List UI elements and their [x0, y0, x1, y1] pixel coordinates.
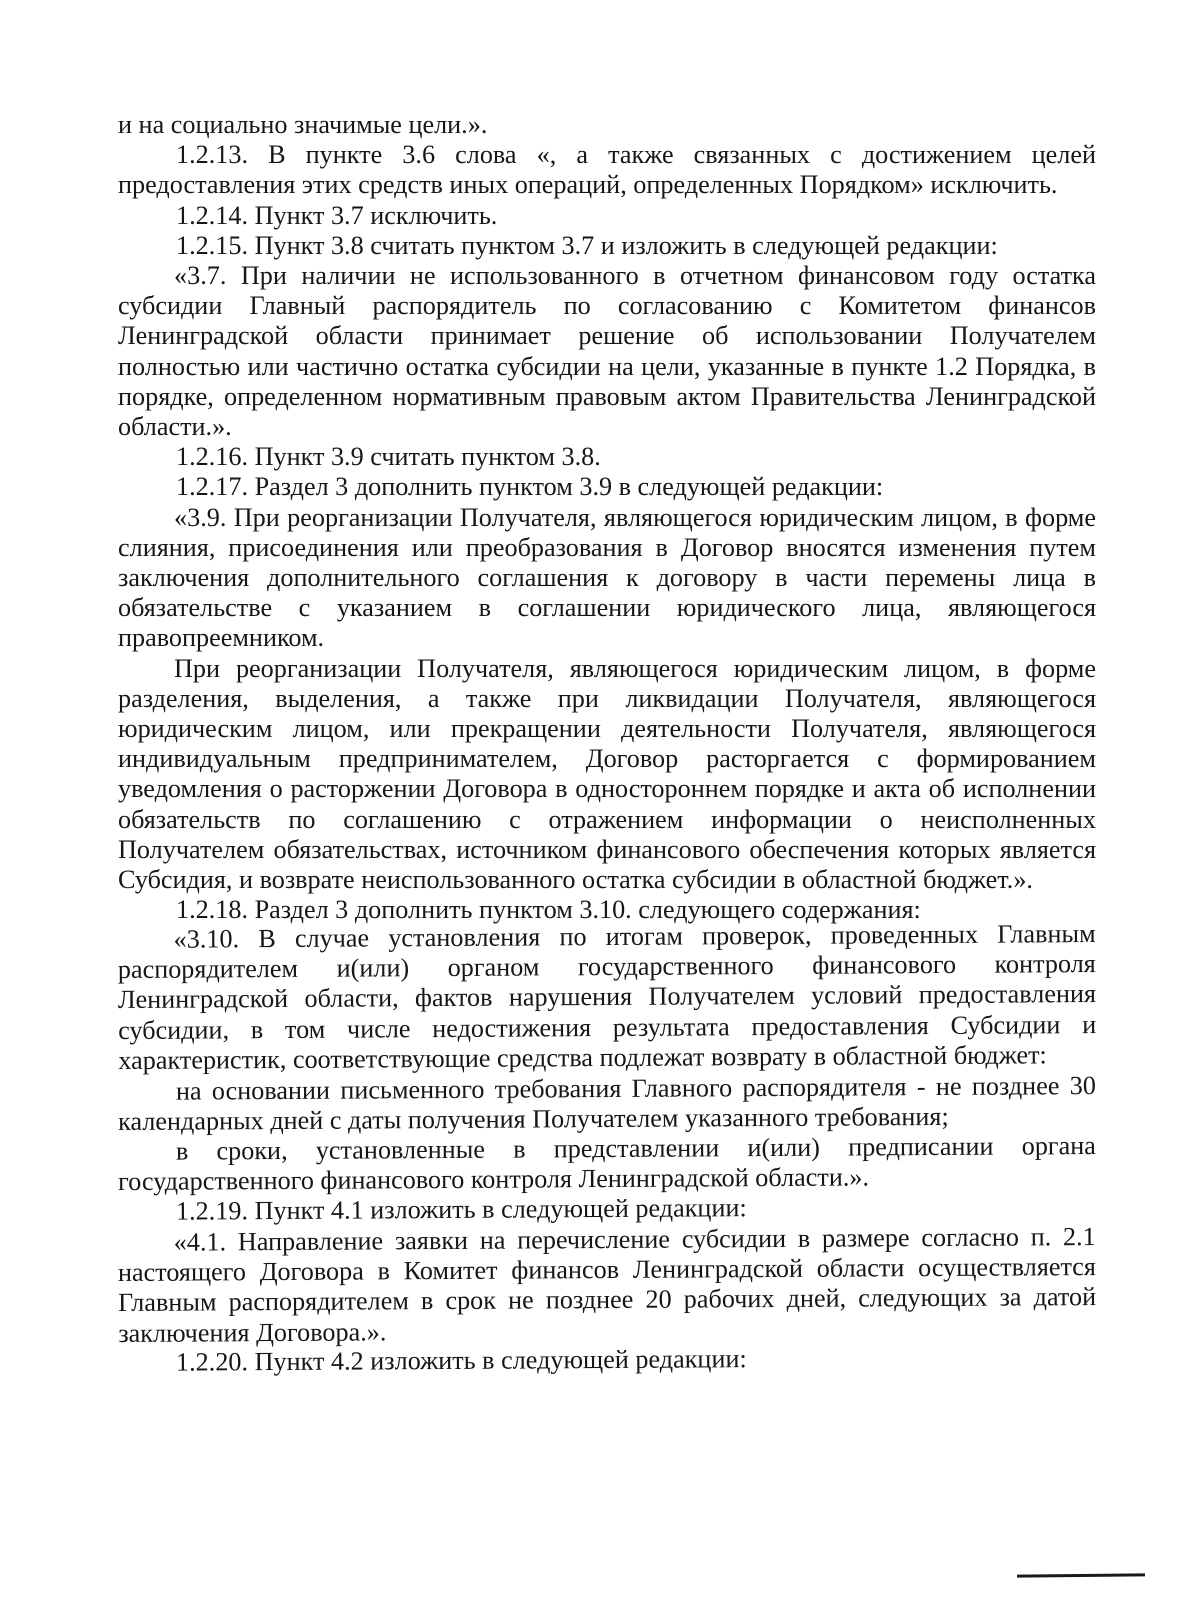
paragraph-continuation: и на социально значимые цели.». — [118, 110, 488, 139]
quote-3-9-continuation: При реорганизации Получателя, являющегося юридическим лицом, в форме разделения, выделения, а также при ликвидации Получателя, являющегося юридическим лицом, или прекращении деятельности Получателя, являющегося индивидуальным предпринимателем, Договор расторгается с формированием уведомления о расторжении Договора в одностороннем порядке и акта об исполнении обязательств по соглашению с отражением информации о неисполненных Получателем обязательствах, источником финансового обеспечения которых является Субсидия, и возврате неиспользованного остатка субсидии в областной бюджет.». — [118, 653, 1096, 895]
paragraph-1-2-15: 1.2.15. Пункт 3.8 считать пунктом 3.7 и изложить в следующей редакции: — [176, 230, 998, 260]
bottom-rule — [1017, 1573, 1145, 1577]
paragraph-1-2-19: 1.2.19. Пункт 4.1 изложить в следующей редакции: — [175, 1193, 747, 1226]
quote-3-10-item-2: в сроки, установленные в представлении и(или) предписании органа государственного финансового контроля Ленинградской области.». — [118, 1130, 1096, 1197]
quote-3-7: «3.7. При наличии не использованного в отчетном финансовом году остатка субсидии Главный распорядитель по согласованию с Комитетом финансов Ленинградской области принимает решение об использовании Получателем полностью или частично остатка субсидии на цели, указанные в пункте 1.2 Порядка, в порядке, определенном нормативным правовым актом Правительства Ленинградской области.». — [118, 261, 1096, 442]
paragraph-1-2-18: 1.2.18. Раздел 3 дополнить пунктом 3.10. следующего содержания: — [176, 895, 921, 925]
paragraph-1-2-14: 1.2.14. Пункт 3.7 исключить. — [176, 200, 498, 230]
quote-3-10-item-1: на основании письменного требования Главного распорядителя - не позднее 30 календарных дней с даты получения Получателем указанного требования; — [118, 1070, 1096, 1136]
paragraph-1-2-16: 1.2.16. Пункт 3.9 считать пунктом 3.8. — [176, 442, 601, 472]
document-page — [118, 110, 1096, 1379]
quote-4-1: «4.1. Направление заявки на перечисление субсидии в размере согласно п. 2.1 настоящего Договора в Комитет финансов Ленинградской области осуществляется Главным распорядителем в срок не позднее 20 рабочих дней, следующих за датой заключения Договора.». — [117, 1221, 1097, 1348]
paragraph-1-2-17: 1.2.17. Раздел 3 дополнить пунктом 3.9 в следующей редакции: — [176, 472, 884, 502]
paragraph-1-2-13: 1.2.13. В пункте 3.6 слова «, а также связанных с достижением целей предоставления этих средств иных операций, определенных Порядком» исключить. — [118, 140, 1096, 200]
paragraph-1-2-20: 1.2.20. Пункт 4.2 изложить в следующей редакции: — [175, 1344, 747, 1377]
quote-3-10: «3.10. В случае установления по итогам проверок, проведенных Главным распорядителем и(или) органом государственного финансового контроля Ленинградской области, фактов нарушения Получателем условий предоставления субсидии, в том числе недостижения результата предоставления Субсидии и характеристик, соответствующие средства подлежат возврату в областной бюджет: — [117, 919, 1097, 1076]
quote-3-9: «3.9. При реорганизации Получателя, являющегося юридическим лицом, в форме слияния, присоединения или преобразования в Договор вносятся изменения путем заключения дополнительного соглашения к договору в части перемены лица в обязательстве с указанием в соглашении юридического лица, являющегося правопреемником. — [118, 502, 1096, 653]
